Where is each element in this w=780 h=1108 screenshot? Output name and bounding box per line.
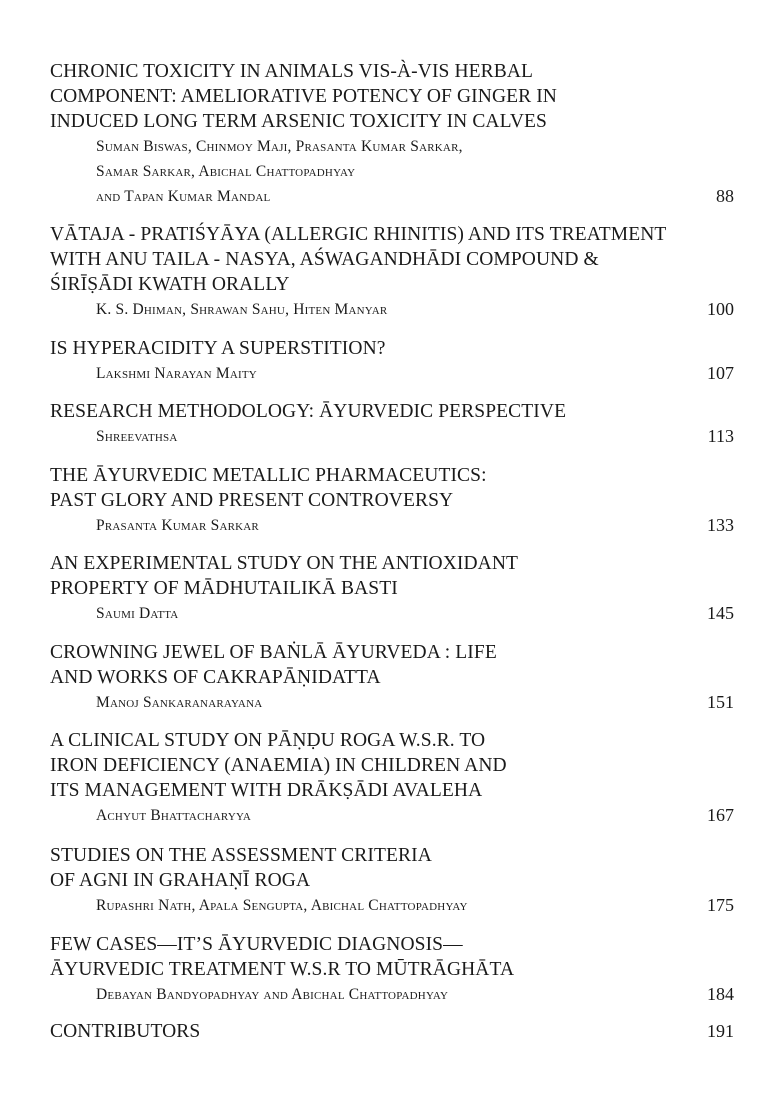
toc-entry: [50, 728, 734, 828]
toc-entry: [50, 843, 734, 918]
entry-authors: Saumi Datta: [96, 605, 179, 622]
entry-authors: Shreevathsa: [96, 428, 178, 445]
toc-entry: [50, 932, 734, 1007]
toc-entry: [50, 1019, 734, 1044]
page-number: 151: [707, 692, 734, 712]
page-number: 113: [707, 426, 734, 446]
page-number: 191: [707, 1021, 734, 1041]
toc-entry: [50, 336, 734, 386]
page-number: 133: [707, 515, 734, 535]
entry-title: STUDIES ON THE ASSESSMENT CRITERIA OF AGNI IN GRAHAṆĪ ROGA: [50, 845, 432, 891]
entry-authors: Debayan Bandyopadhyay and Abichal Chattopadhyay: [96, 986, 449, 1003]
entry-title: AN EXPERIMENTAL STUDY ON THE ANTIOXIDANT PROPERTY OF MĀDHUTAILIKĀ BASTI: [50, 553, 519, 599]
toc-entry: [50, 463, 734, 538]
toc-entry: [50, 222, 734, 322]
entry-title: CONTRIBUTORS: [50, 1021, 201, 1042]
entry-authors: Manoj Sankaranarayana: [96, 694, 263, 711]
entry-authors: Suman Biswas, Chinmoy Maji, Prasanta Kumar Sarkar, Samar Sarkar, Abichal Chattopadhyay and Tapan Kumar Mandal: [96, 138, 463, 205]
toc-entry: [50, 551, 734, 626]
entry-authors: Prasanta Kumar Sarkar: [96, 517, 259, 534]
entry-title: CHRONIC TOXICITY IN ANIMALS VIS-À-VIS HERBAL COMPONENT: AMELIORATIVE POTENCY OF GINGER IN INDUCED LONG TERM ARSENIC TOXICITY IN CALVES: [50, 61, 557, 132]
entry-title: RESEARCH METHODOLOGY: ĀYURVEDIC PERSPECTIVE: [50, 401, 567, 422]
entry-title: IS HYPERACIDITY A SUPERSTITION?: [50, 338, 386, 359]
entry-authors: K. S. Dhiman, Shrawan Sahu, Hiten Manyar: [96, 301, 388, 318]
entry-title: FEW CASES—IT’S ĀYURVEDIC DIAGNOSIS— ĀYURVEDIC TREATMENT W.S.R TO MŪTRĀGHĀTA: [50, 934, 515, 980]
entry-authors: Rupashri Nath, Apala Sengupta, Abichal Chattopadhyay: [96, 897, 468, 914]
page-number: 107: [707, 363, 734, 383]
page-number: 175: [707, 895, 734, 915]
page-number: 184: [707, 984, 734, 1004]
entry-title: THE ĀYURVEDIC METALLIC PHARMACEUTICS: PAST GLORY AND PRESENT CONTROVERSY: [50, 465, 487, 511]
entry-title: A CLINICAL STUDY ON PĀṆḌU ROGA W.S.R. TO IRON DEFICIENCY (ANAEMIA) IN CHILDREN AND ITS MANAGEMENT WITH DRĀKṢĀDI AVALEHA: [50, 730, 507, 801]
toc-entry: [50, 59, 734, 209]
page-number: 88: [716, 186, 734, 206]
entry-title: CROWNING JEWEL OF BAṄLĀ ĀYURVEDA : LIFE AND WORKS OF CAKRAPĀṆIDATTA: [50, 642, 497, 688]
toc-entry: [50, 399, 734, 449]
entry-title: VĀTAJA - PRATIŚYĀYA (ALLERGIC RHINITIS) AND ITS TREATMENT WITH ANU TAILA - NASYA, AŚWAGANDHĀDI COMPOUND & ŚIRĪṢĀDI KWATH ORALLY: [50, 224, 667, 295]
toc-entry: [50, 640, 734, 715]
page-number: 167: [707, 805, 734, 825]
page-number: 145: [707, 603, 734, 623]
entry-authors: Lakshmi Narayan Maity: [96, 365, 257, 382]
entry-authors: Achyut Bhattacharyya: [96, 807, 252, 824]
page-number: 100: [707, 299, 734, 319]
